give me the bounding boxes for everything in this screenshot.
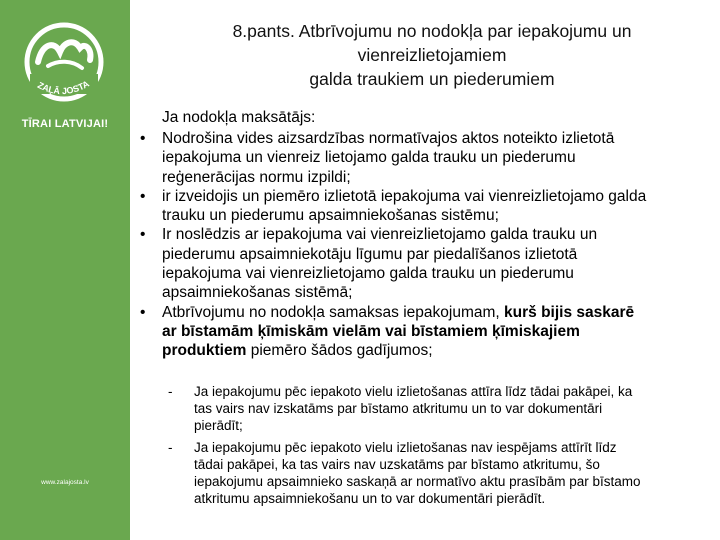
dash-bullet-icon: - xyxy=(168,384,173,399)
bullet-dot-icon: • xyxy=(140,187,146,205)
list-item xyxy=(166,383,720,434)
bullet-dot-icon: • xyxy=(140,226,146,244)
list-item-line: iepakojuma un vienreiz lietojamo galda trauku un piederumu xyxy=(162,149,576,167)
list-item xyxy=(140,187,720,226)
list-item-line: tādai pakāpei, ka tas vairs nav uzskatāms par bīstamo atkritumu, šo xyxy=(194,457,600,472)
list-item-line xyxy=(162,303,720,322)
condition-list xyxy=(140,129,720,361)
lead-text: Ja nodokļa maksātājs: xyxy=(162,109,316,126)
list-item-line: tas vairs nav izskatāms par bīstamo atkritumu un to var dokumentāri xyxy=(194,401,603,416)
list-item-line: iepakojumu apsaimnieko saskaņā ar normatīvo aktu prasībām par bīstamo xyxy=(194,474,641,489)
normal-text: piemēro šādos gadījumos; xyxy=(246,342,433,360)
list-item xyxy=(166,439,720,507)
list-item-line xyxy=(162,341,720,360)
bold-text: kurš bijis saskarē xyxy=(504,303,635,321)
list-item-line: Ir noslēdzis ar iepakojuma vai vienreizlietojamo galda trauku un xyxy=(162,226,598,244)
list-item xyxy=(140,225,720,302)
bullet-dot-icon: • xyxy=(140,303,146,321)
brand-arc-text: ZAĻĀ JOSTA xyxy=(35,78,91,97)
list-item-line: iepakojuma vai vienreizlietojamo galda trauku un piederumu xyxy=(162,265,574,283)
list-item-line: Ja iepakojumu pēc iepakoto vielu izlietošanas nav iespējams attīrīt līdz xyxy=(194,440,617,455)
list-item-line: Nodrošina vides aizsardzības normatīvajos aktos noteikto izlietotā xyxy=(162,130,615,147)
list-item-line: apsaimniekošanas sistēmā; xyxy=(162,284,353,302)
list-item xyxy=(140,303,720,361)
bold-text: produktiem xyxy=(162,342,247,360)
slide-title xyxy=(150,19,714,91)
list-item-line: atkritumu apsaimniekošanu un to var dokumentāri pierādīt. xyxy=(194,491,546,506)
bold-text: ar bīstamām ķīmiskām vielām vai bīstamiem ķīmiskajiem xyxy=(162,322,580,340)
title-line: vienreizlietojamiem xyxy=(357,45,507,65)
list-item-line: reģenerācijas normu izpildi; xyxy=(162,168,351,186)
list-item-line: piederumu apsaimniekotāju līgumu par piedalīšanos izlietotā xyxy=(162,245,578,263)
dash-bullet-icon: - xyxy=(168,440,173,455)
list-item-line: ir izveidojis un piemēro izlietotā iepakojuma vai vienreizlietojamo galda xyxy=(162,187,647,205)
normal-text: Atbrīvojumu no nodokļa samaksas iepakojumam, xyxy=(162,303,505,321)
brand-website: www.zalajosta.lv xyxy=(41,479,89,486)
bullet-dot-icon: • xyxy=(140,130,146,147)
brand-tagline: TĪRAI LATVIJAI! xyxy=(21,118,109,130)
list-item-line: trauku un piederumu apsaimniekošanas sistēmu; xyxy=(162,207,499,225)
list-item-line: Ja iepakojumu pēc iepakoto vielu izlietošanas attīra līdz tādai pakāpei, ka xyxy=(194,384,633,399)
title-line: 8.pants. Atbrīvojumu no nodokļa par iepakojumu un xyxy=(232,21,632,41)
list-item-line xyxy=(162,322,720,341)
list-item-line: pierādīt; xyxy=(194,418,243,433)
exemption-case-list xyxy=(166,383,720,507)
list-item xyxy=(140,129,720,187)
title-line: galda traukiem un piederumiem xyxy=(309,69,555,89)
